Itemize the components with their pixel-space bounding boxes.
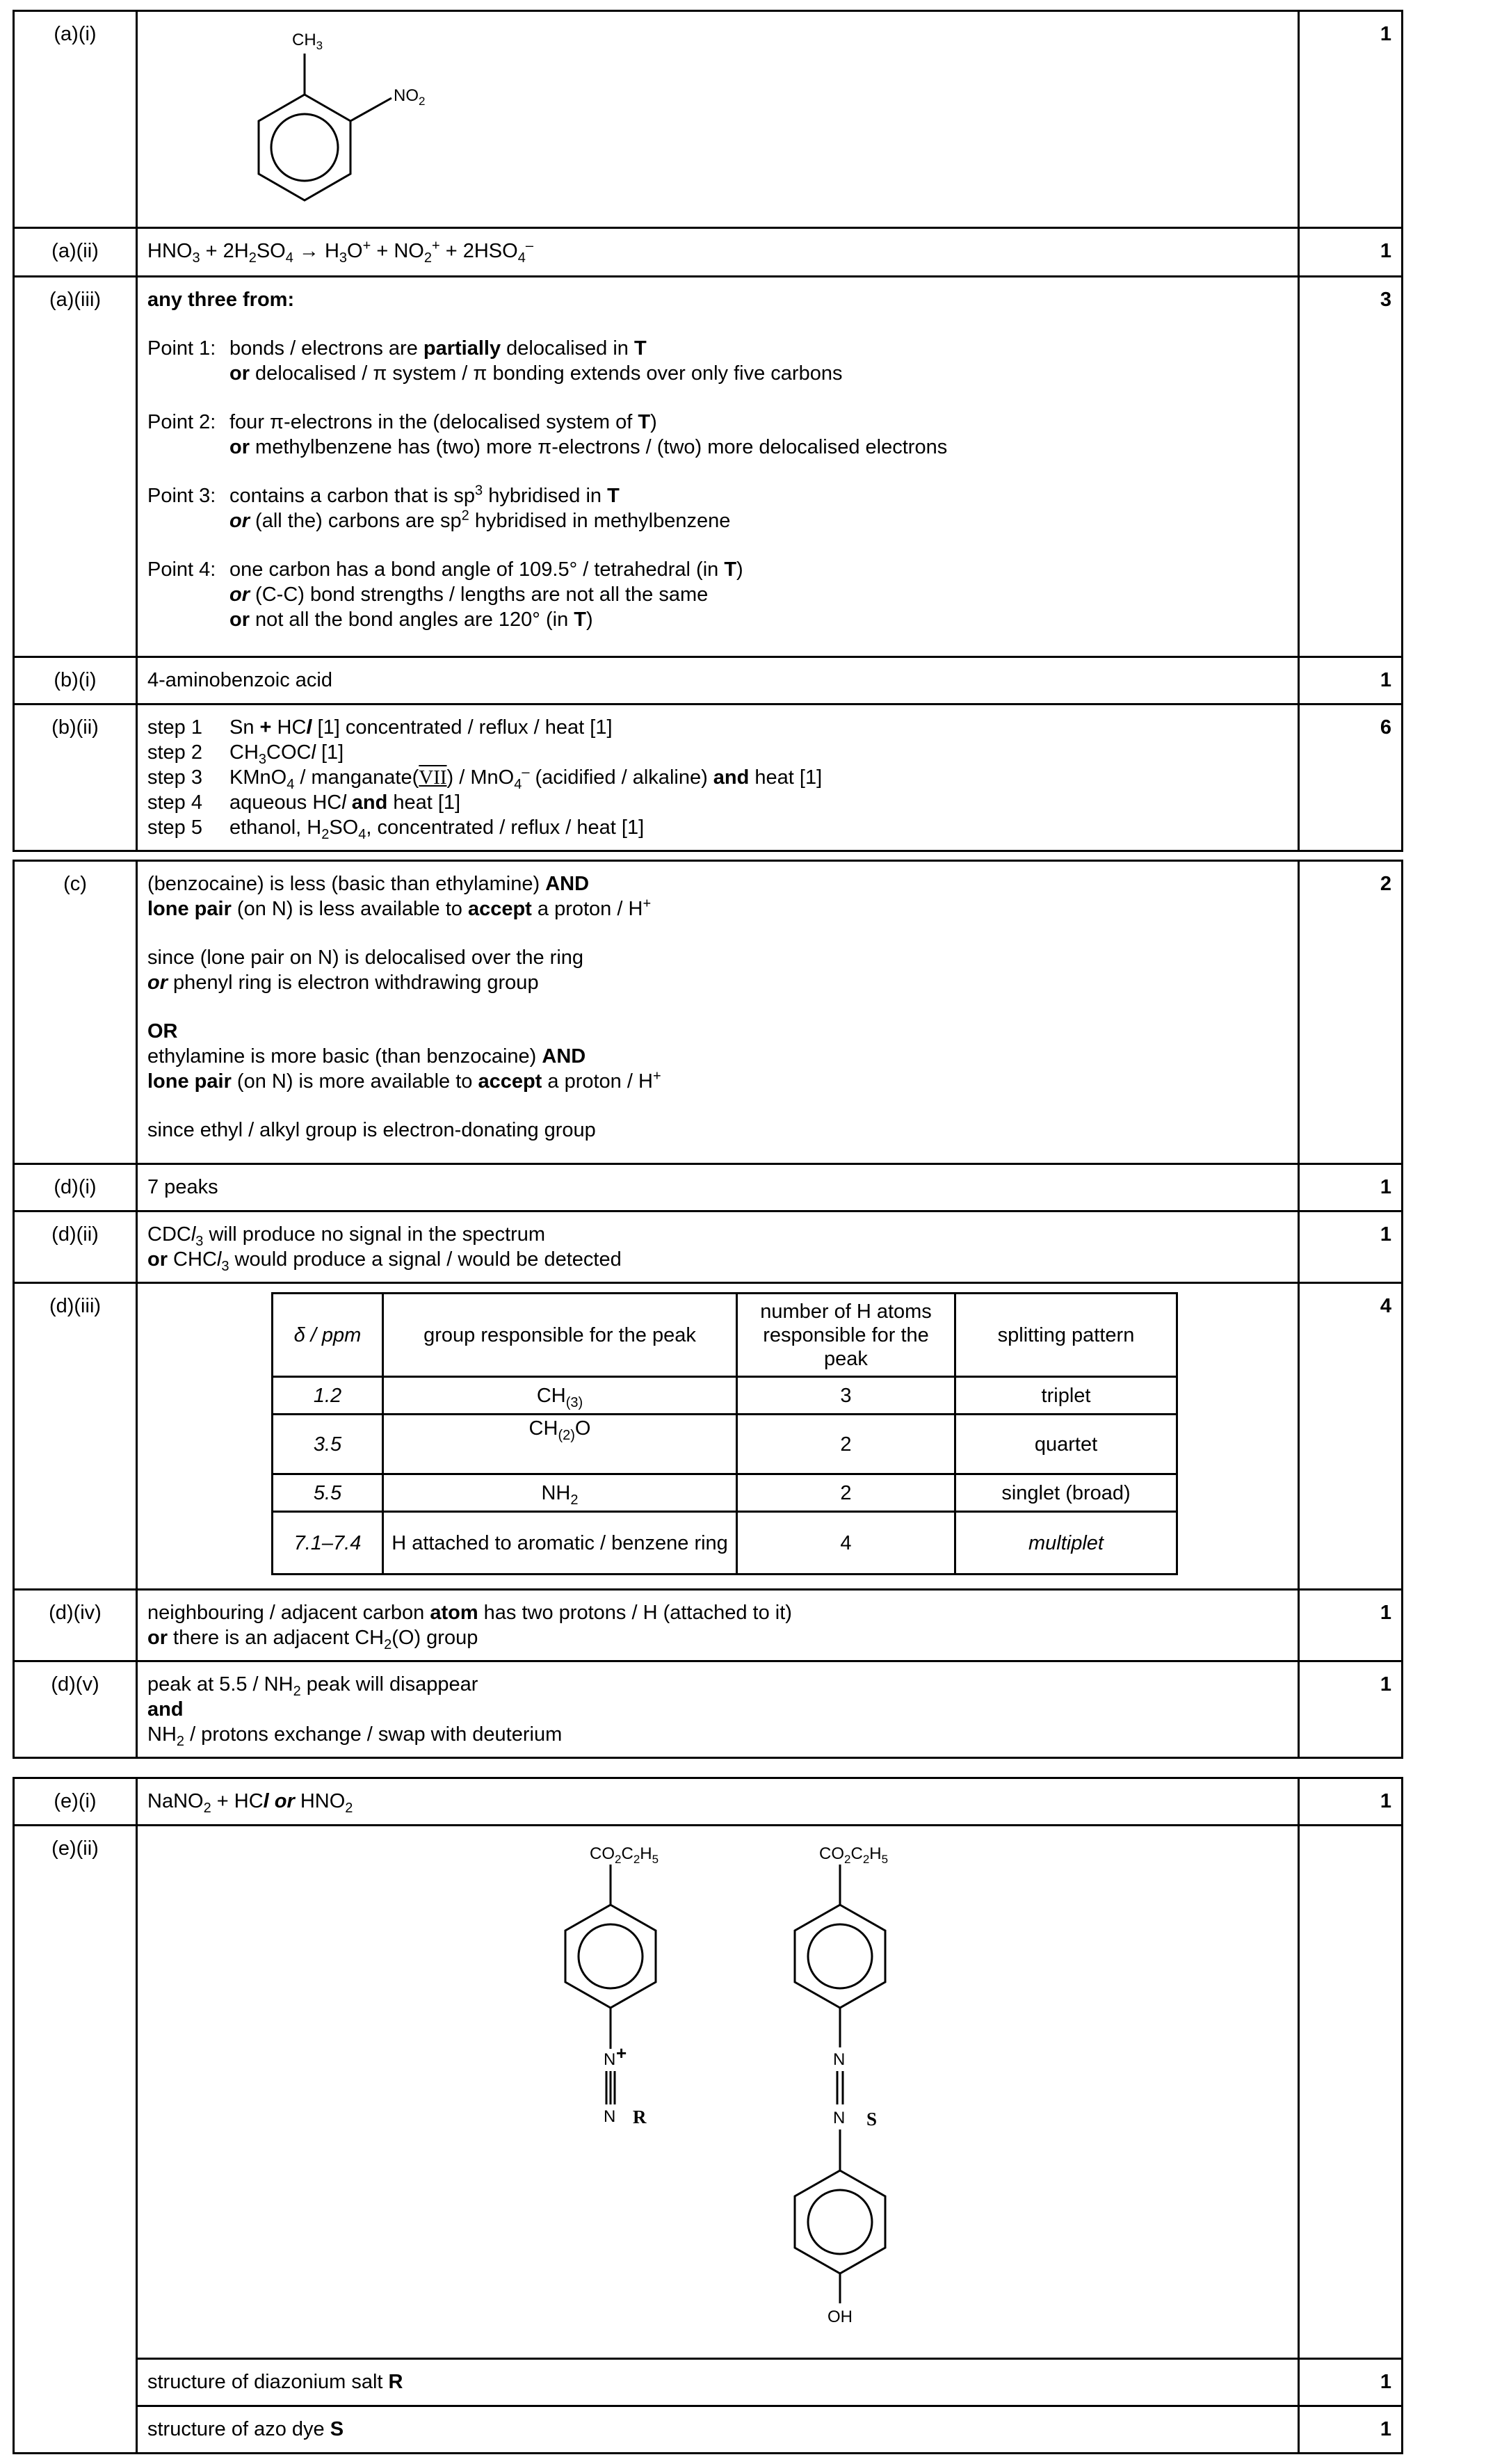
mark: 1 [1299, 1661, 1403, 1758]
table-row [14, 1661, 1403, 1758]
svg-text:S: S [866, 2109, 878, 2129]
table-row [14, 657, 1403, 704]
delta-value: 7.1–7.4 [273, 1512, 383, 1575]
answer-para: (benzocaine) is less (basic than ethylamine) AND lone pair (on N) is less available to accept a proton / H+ [147, 873, 652, 920]
answer-text: structure of azo dye S [137, 2406, 1299, 2454]
no2-label: $NO_2$ [394, 86, 426, 108]
markscheme-table-3 [13, 1777, 1403, 2454]
nitronium-equation: $HNO_3 + 2H_2SO_4 \to H_3O^+ + NO_2^+ + 2HSO_4^-$ [137, 228, 1299, 277]
h-count: 3 [737, 1377, 955, 1415]
table-row [14, 1211, 1403, 1283]
answer-text: 7 peaks [137, 1164, 1299, 1211]
header-number: number of H atoms responsible for the peak [737, 1294, 955, 1377]
answer-text: 4-aminobenzoic acid [137, 657, 1299, 704]
group-value: H attached to aromatic / benzene ring [383, 1512, 737, 1575]
diazonium-and-azo-structures [138, 1826, 1313, 2351]
delta-value: 1.2 [273, 1377, 383, 1415]
answer-para: since (lone pair on N) is delocalised over the ring or phenyl ring is electron withdrawing group [147, 947, 584, 994]
svg-text:CO2C2H5: $CO_2C_2H_5$ [590, 1844, 659, 1866]
group-value: $CH_{(3)}$ [383, 1377, 737, 1415]
answer-cell: CDCl$_3$ will produce no signal in the spectrum or CHCl$_3$ would produce a signal / would be detected [137, 1211, 1299, 1283]
mark: 1 [1299, 657, 1403, 704]
markscheme-table-1 [13, 10, 1403, 852]
table-row [273, 1377, 1177, 1415]
structures-cell [137, 1826, 1299, 2359]
question-number: (e)(ii) [14, 1826, 137, 2454]
mark: 1 [1299, 228, 1403, 277]
mark: 1 [1299, 2406, 1403, 2454]
answer-text: structure of diazonium salt R [137, 2359, 1299, 2406]
table-row [273, 1415, 1177, 1474]
answer-para: since ethyl / alkyl group is electron-donating group [147, 1119, 596, 1141]
mark: 1 [1299, 11, 1403, 228]
h-count: 2 [737, 1415, 955, 1474]
splitting-value: multiplet [955, 1512, 1177, 1575]
mark: 1 [1299, 1164, 1403, 1211]
group-value: $NH_2$ [383, 1474, 737, 1512]
table-row [14, 1164, 1403, 1211]
header-group: group responsible for the peak [383, 1294, 737, 1377]
step-5: step 5 ethanol, $H_2SO_4$, concentrated / reflux / heat [1] [147, 816, 645, 842]
diazonium-salt-r [565, 1844, 659, 2127]
question-number: (a)(i) [14, 11, 137, 228]
table-row [14, 228, 1403, 277]
group-value: $CH_{(2)}O$ [383, 1415, 737, 1474]
ch3-label: $CH_3$ [292, 31, 323, 52]
question-number: (b)(i) [14, 657, 137, 704]
question-number: (e)(i) [14, 1778, 137, 1826]
svg-text:N: N [833, 2050, 846, 2069]
table-row [14, 2406, 1403, 2454]
h-count: 4 [737, 1512, 955, 1575]
header-delta: δ / ppm [273, 1294, 383, 1377]
table-row [14, 1826, 1403, 2359]
answer-intro: any three from: [147, 289, 295, 311]
mark: 1 [1299, 1211, 1403, 1283]
step-3: step 3 KMnO$_4$ / manganate(VII) / MnO$_4$– (acidified / alkaline) and heat [1] [147, 764, 823, 792]
question-number: (a)(iii) [14, 277, 137, 657]
answer-cell [137, 11, 1299, 228]
table-row [14, 277, 1403, 657]
answer-cell: NaNO$_2$ + HCl or $HNO_2$ [137, 1778, 1299, 1826]
answer-cell [137, 277, 1299, 657]
splitting-value: singlet (broad) [955, 1474, 1177, 1512]
point-3: Point 3: contains a carbon that is $sp^3$ hybridised in T or (all the) carbons are $sp^2$ hybridised in methylbenzene [147, 483, 731, 532]
mark: 6 [1299, 704, 1403, 851]
methylnitrobenzene-structure [138, 12, 1320, 220]
answer-cell: peak at $5.5 / NH_2$ peak will disappear and $NH_2$ / protons exchange / swap with deuterium [137, 1661, 1299, 1758]
question-number: (a)(ii) [14, 228, 137, 277]
answer-para: OR ethylamine is more basic (than benzocaine) AND lone pair (on N) is more available to accept a proton / H+ [147, 1020, 661, 1093]
svg-text:OH: OH [827, 2308, 853, 2326]
table-row [14, 1283, 1403, 1590]
step-1: step 1 Sn + HCl [1] concentrated / reflux / heat [1] [147, 716, 613, 739]
mark: 2 [1299, 861, 1403, 1164]
table-row [14, 861, 1403, 1164]
question-number: (c) [14, 861, 137, 1164]
table-row [14, 1778, 1403, 1826]
table-row [14, 704, 1403, 851]
svg-text:N: N [604, 2050, 616, 2069]
table-row [14, 11, 1403, 228]
step-4: step 4 aqueous HCl and heat [1] [147, 791, 461, 814]
splitting-value: triplet [955, 1377, 1177, 1415]
answer-cell: neighbouring / adjacent carbon atom has two protons / H (attached to it) or there is an adjacent $CH_2(O)$ group [137, 1590, 1299, 1661]
delta-value: 5.5 [273, 1474, 383, 1512]
svg-text:N: N [604, 2107, 616, 2126]
mark: 4 [1299, 1283, 1403, 1590]
svg-text:+: + [616, 2043, 627, 2063]
question-number: (d)(iii) [14, 1283, 137, 1590]
answer-cell [137, 1283, 1299, 1590]
azo-dye-s [795, 1844, 888, 2326]
mark: 1 [1299, 1778, 1403, 1826]
point-2: Point 2: four π-electrons in the (delocalised system of T) or methylbenzene has (two) more π-electrons / (two) more delocalised electrons [147, 411, 948, 458]
step-2: step 2 $CH_3COCl$ [1] [147, 741, 344, 767]
header-splitting: splitting pattern [955, 1294, 1177, 1377]
question-number: (b)(ii) [14, 704, 137, 851]
table-row [273, 1474, 1177, 1512]
mark: 1 [1299, 1590, 1403, 1661]
question-number: (d)(iv) [14, 1590, 137, 1661]
point-4: Point 4: one carbon has a bond angle of 109.5° / tetrahedral (in T) or (C-C) bond strengths / lengths are not all the same or not all the bond angles are 120° (in T) [147, 558, 743, 631]
table-row [14, 2359, 1403, 2406]
nmr-table [271, 1292, 1178, 1575]
mark-empty [1299, 1826, 1403, 2359]
answer-cell [137, 861, 1299, 1164]
h-count: 2 [737, 1474, 955, 1512]
delta-value: 3.5 [273, 1415, 383, 1474]
question-number: (d)(ii) [14, 1211, 137, 1283]
question-number: (d)(v) [14, 1661, 137, 1758]
point-1: Point 1: bonds / electrons are partially delocalised in T or delocalised / π system / π bonding extends over only five carbons [147, 337, 843, 385]
synthesis-steps [137, 704, 1299, 851]
table-row [14, 1590, 1403, 1661]
mark: 1 [1299, 2359, 1403, 2406]
mark: 3 [1299, 277, 1403, 657]
splitting-value: quartet [955, 1415, 1177, 1474]
svg-text:N: N [833, 2109, 846, 2127]
markscheme-table-2 [13, 860, 1403, 1759]
svg-text:CO2C2H5: $CO_2C_2H_5$ [819, 1844, 889, 1866]
svg-text:R: R [633, 2107, 647, 2127]
table-row [273, 1512, 1177, 1575]
question-number: (d)(i) [14, 1164, 137, 1211]
